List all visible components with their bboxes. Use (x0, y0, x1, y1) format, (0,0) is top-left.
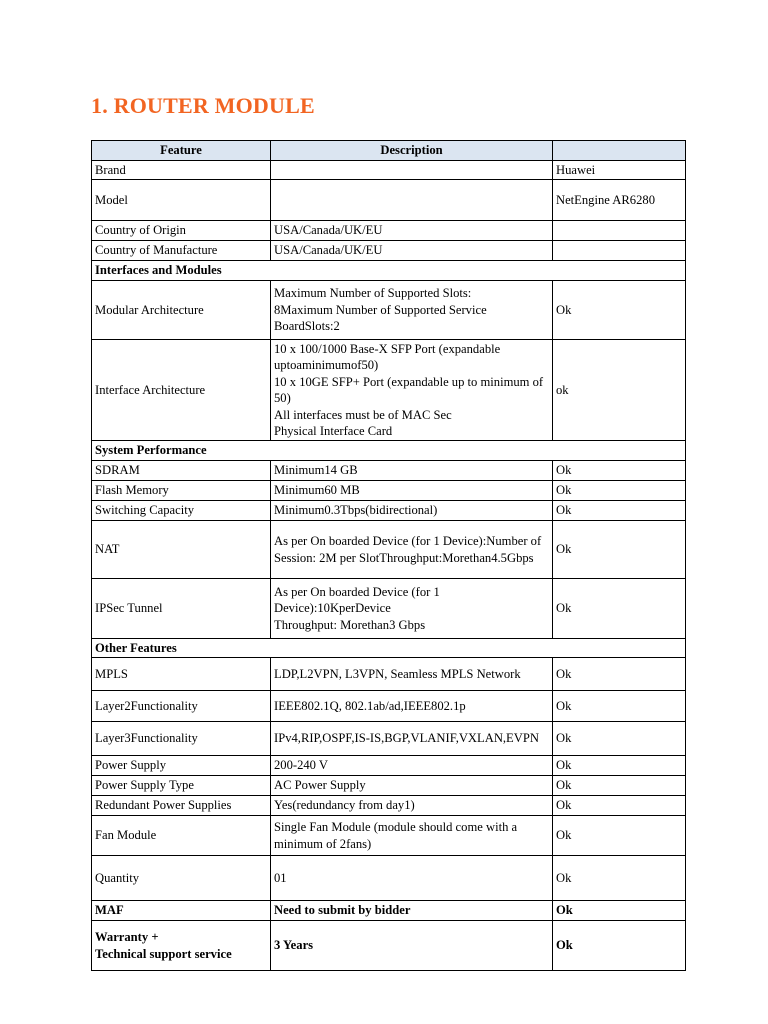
status-cell (553, 221, 686, 241)
feature-cell: Modular Architecture (92, 281, 271, 340)
header-description: Description (271, 141, 553, 161)
table-row (92, 180, 686, 221)
status-cell: Ok (553, 901, 686, 921)
feature-cell: Fan Module (92, 816, 271, 856)
feature-cell: MAF (92, 901, 271, 921)
feature-cell: Brand (92, 161, 271, 180)
table-row (92, 856, 686, 901)
header-feature: Feature (92, 141, 271, 161)
table-row (92, 241, 686, 261)
description-cell (271, 161, 553, 180)
table-row (92, 921, 686, 971)
header-status (553, 141, 686, 161)
status-cell: Ok (553, 856, 686, 901)
status-cell: Ok (553, 756, 686, 776)
table-row (92, 722, 686, 756)
table-row (92, 281, 686, 340)
table-row (92, 501, 686, 521)
status-cell: ok (553, 340, 686, 441)
status-cell: Ok (553, 281, 686, 340)
section-header-row (92, 441, 686, 461)
description-cell: Minimum0.3Tbps(bidirectional) (271, 501, 553, 521)
table-row (92, 796, 686, 816)
feature-cell: MPLS (92, 658, 271, 691)
status-cell: Ok (553, 501, 686, 521)
status-cell: Ok (553, 776, 686, 796)
description-cell: AC Power Supply (271, 776, 553, 796)
status-cell: Ok (553, 658, 686, 691)
status-cell: Ok (553, 521, 686, 579)
table-row (92, 816, 686, 856)
feature-cell: Country of Origin (92, 221, 271, 241)
description-cell: IEEE802.1Q, 802.1ab/ad,IEEE802.1p (271, 691, 553, 722)
feature-cell: Interface Architecture (92, 340, 271, 441)
description-cell: USA/Canada/UK/EU (271, 241, 553, 261)
description-cell: 3 Years (271, 921, 553, 971)
table-row (92, 340, 686, 441)
status-cell: Huawei (553, 161, 686, 180)
feature-cell: Model (92, 180, 271, 221)
section-header-row (92, 261, 686, 281)
description-cell: Maximum Number of Supported Slots: 8Maximum Number of Supported Service BoardSlots:2 (271, 281, 553, 340)
feature-cell: Redundant Power Supplies (92, 796, 271, 816)
feature-cell: Power Supply (92, 756, 271, 776)
status-cell: Ok (553, 796, 686, 816)
description-cell: IPv4,RIP,OSPF,IS-IS,BGP,VLANIF,VXLAN,EVPN (271, 722, 553, 756)
feature-cell: NAT (92, 521, 271, 579)
section-title: System Performance (92, 441, 686, 461)
section-title: Other Features (92, 639, 686, 658)
status-cell: Ok (553, 816, 686, 856)
feature-cell: Flash Memory (92, 481, 271, 501)
table-row (92, 221, 686, 241)
table-row (92, 776, 686, 796)
feature-cell: Warranty + Technical support service (92, 921, 271, 971)
description-cell: 10 x 100/1000 Base-X SFP Port (expandable uptoaminimumof50) 10 x 10GE SFP+ Port (expandable up to minimum of 50) All interfaces must be of MAC Sec Physical Interface Card (271, 340, 553, 441)
feature-cell: IPSec Tunnel (92, 579, 271, 639)
section-header-row (92, 639, 686, 658)
feature-cell: Layer3Functionality (92, 722, 271, 756)
table-row (92, 756, 686, 776)
section-title: Interfaces and Modules (92, 261, 686, 281)
description-cell: USA/Canada/UK/EU (271, 221, 553, 241)
description-cell: Yes(redundancy from day1) (271, 796, 553, 816)
feature-cell: SDRAM (92, 461, 271, 481)
status-cell (553, 241, 686, 261)
table-row (92, 579, 686, 639)
description-cell: Single Fan Module (module should come with a minimum of 2fans) (271, 816, 553, 856)
status-cell: Ok (553, 921, 686, 971)
description-cell: As per On boarded Device (for 1 Device):Number of Session: 2M per SlotThroughput:Morethan4.5Gbps (271, 521, 553, 579)
status-cell: Ok (553, 481, 686, 501)
feature-cell: Country of Manufacture (92, 241, 271, 261)
description-cell: Minimum60 MB (271, 481, 553, 501)
description-cell: 01 (271, 856, 553, 901)
description-cell: Need to submit by bidder (271, 901, 553, 921)
table-row (92, 161, 686, 180)
feature-cell: Power Supply Type (92, 776, 271, 796)
description-cell: LDP,L2VPN, L3VPN, Seamless MPLS Network (271, 658, 553, 691)
table-header-row (92, 141, 686, 161)
table-row (92, 461, 686, 481)
description-cell: 200-240 V (271, 756, 553, 776)
description-cell: As per On boarded Device (for 1 Device):10KperDevice Throughput: Morethan3 Gbps (271, 579, 553, 639)
status-cell: Ok (553, 722, 686, 756)
feature-cell: Layer2Functionality (92, 691, 271, 722)
status-cell: Ok (553, 461, 686, 481)
table-row (92, 658, 686, 691)
feature-cell: Quantity (92, 856, 271, 901)
router-spec-table (91, 140, 686, 971)
page-title: 1. ROUTER MODULE (91, 93, 315, 118)
table-row (92, 691, 686, 722)
feature-cell: Switching Capacity (92, 501, 271, 521)
status-cell: Ok (553, 691, 686, 722)
description-cell: Minimum14 GB (271, 461, 553, 481)
table-body (92, 161, 686, 971)
table-row (92, 901, 686, 921)
status-cell: Ok (553, 579, 686, 639)
description-cell (271, 180, 553, 221)
table-row (92, 521, 686, 579)
status-cell: NetEngine AR6280 (553, 180, 686, 221)
table-row (92, 481, 686, 501)
